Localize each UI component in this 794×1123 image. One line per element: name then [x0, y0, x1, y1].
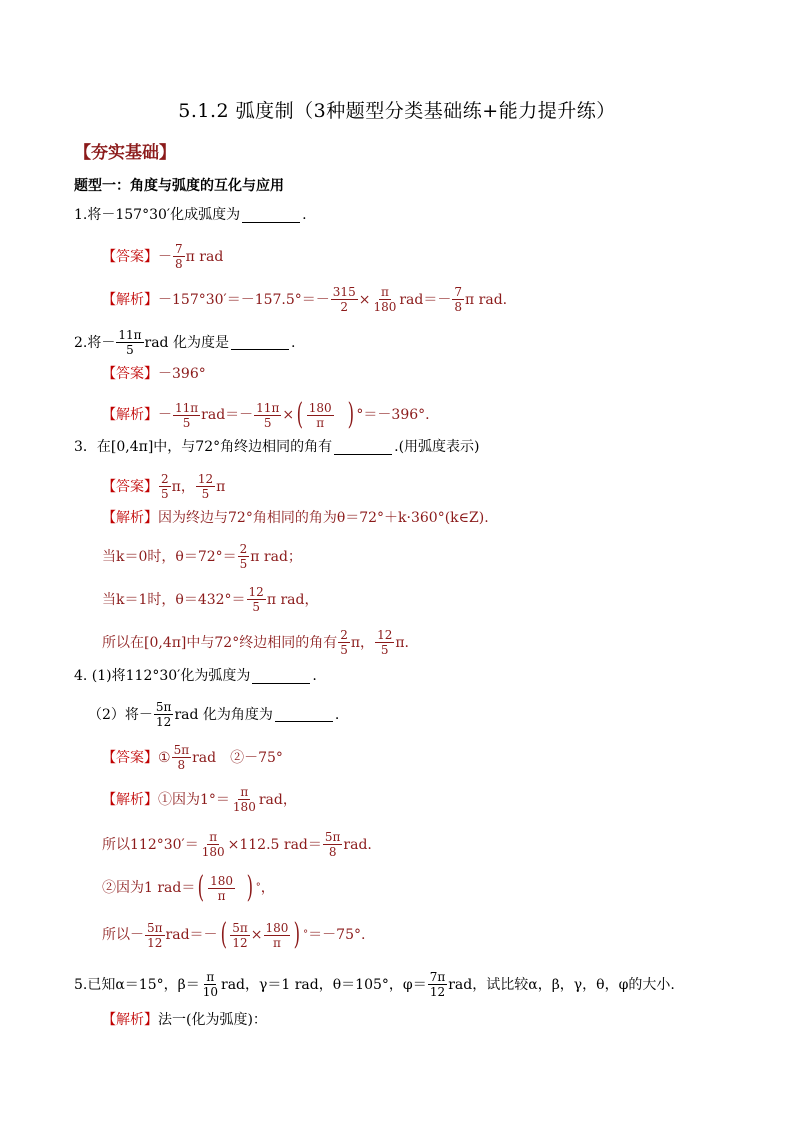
fraction: $\frac{12}{5}$ [197, 472, 214, 501]
fraction: $\frac{2}{5}$ [340, 628, 348, 657]
question-4-part-2: （2）将－ $\frac{5\pi}{12}$ rad 化为角度为 . [88, 700, 340, 729]
analysis-4-line-4: 所以－ $\frac{5\pi}{12}$ rad＝－ ( $\frac{5\pi}{12}$ × $\frac{180}{\pi}$ ) ° ＝－75°. [102, 917, 366, 952]
fraction: $\frac{5\pi}{12}$ [147, 920, 163, 950]
section-heading: 【夯实基础】 [74, 143, 176, 163]
fraction: $\frac{11\pi}{5}$ [118, 328, 142, 357]
answer-blank [242, 208, 300, 223]
answer-blank [252, 669, 310, 684]
fraction: $\frac{11\pi}{5}$ [256, 400, 280, 430]
question-2: 2.将－ $\frac{11\pi}{5}$ rad 化为度是 . [74, 328, 296, 357]
analysis-4: 【解析】 ①因为1°＝ $\frac{\pi}{180}$ rad， [102, 785, 297, 814]
analysis-3-line-2: 当k＝0时，θ＝72°＝ $\frac{2}{5}$ π rad； [102, 542, 302, 571]
question-4: 4. (1)将112°30′化为弧度为 . [74, 668, 317, 684]
fraction: $\frac{\pi}{10}$ [202, 970, 219, 999]
answer-1: 【答案】 － $\frac{7}{8}$ π rad [102, 242, 224, 271]
answer-2: 【答案】 －396° [102, 366, 206, 382]
question-3: 3．在[0,4π]中，与72°角终边相同的角有 .(用弧度表示) [74, 439, 480, 455]
fraction: $\frac{7}{8}$ [175, 242, 183, 271]
fraction: $\frac{\pi}{180}$ [373, 285, 397, 314]
analysis-5: 【解析】 法一(化为弧度)： [102, 1012, 267, 1028]
fraction: $\frac{315}{2}$ [332, 285, 356, 314]
fraction: $\frac{5\pi}{8}$ [173, 743, 190, 772]
answer-blank [275, 707, 333, 722]
fraction: $\frac{\pi}{180}$ [201, 830, 225, 859]
analysis-1: 【解析】 －157°30′＝－157.5°＝－ $\frac{315}{2}$ × $\frac{\pi}{180}$ rad＝－ $\frac{7}{8}$ π rad. [102, 285, 508, 314]
fraction: $\frac{12}{5}$ [248, 585, 264, 614]
analysis-3-line-3: 当k＝1时，θ＝432°＝ $\frac{12}{5}$ π rad， [102, 585, 319, 614]
fraction: $\frac{2}{5}$ [239, 542, 248, 571]
question-type-heading: 题型一：角度与弧度的互化与应用 [74, 178, 284, 194]
fraction: $\frac{12}{5}$ [377, 628, 393, 657]
fraction: $\frac{\pi}{180}$ [232, 785, 256, 814]
answer-blank [334, 440, 392, 455]
analysis-2: 【解析】 － $\frac{11\pi}{5}$ rad＝－ $\frac{11\pi}{5}$ × ( $\frac{180}{\pi}$ ) °＝－396°. [102, 397, 430, 432]
answer-3: 【答案】 $\frac{2}{5}$ π， $\frac{12}{5}$ π [102, 472, 226, 501]
fraction: $\frac{5\pi}{12}$ [232, 920, 248, 950]
analysis-4-line-3: ②因为1 rad＝ ( $\frac{180}{\pi}$ ) ° ， [102, 870, 275, 905]
fraction: $\frac{5\pi}{8}$ [324, 830, 341, 859]
fraction: $\frac{180}{\pi}$ [265, 920, 289, 950]
fraction: $\frac{5\pi}{12}$ [155, 700, 172, 729]
page-title: 5.1.2 弧度制（3种题型分类基础练+能力提升练） [178, 100, 616, 122]
question-5: 5.已知α＝15°，β＝ $\frac{\pi}{10}$ rad，γ＝1 rad，θ＝105°，φ＝ $\frac{7\pi}{12}$ rad，试比较α，β，γ，θ，φ的大小. [74, 970, 675, 999]
fraction: $\frac{7\pi}{12}$ [429, 970, 446, 999]
analysis-3: 【解析】 因为终边与72°角相同的角为θ＝72°＋k·360°(k∈Z). [102, 510, 489, 526]
question-1: 1.将－157°30′化成弧度为 . [74, 207, 307, 223]
fraction: $\frac{7}{8}$ [454, 285, 462, 314]
fraction: $\frac{180}{\pi}$ [308, 400, 332, 430]
answer-4: 【答案】 ① $\frac{5\pi}{8}$ rad ②－75° [102, 743, 283, 772]
fraction: $\frac{180}{\pi}$ [210, 873, 233, 903]
analysis-4-line-2: 所以112°30′＝ $\frac{\pi}{180}$ ×112.5 rad＝ $\frac{5\pi}{8}$ rad. [102, 830, 372, 859]
fraction: $\frac{11\pi}{5}$ [175, 400, 199, 430]
fraction: $\frac{2}{5}$ [161, 472, 169, 501]
analysis-3-line-4: 所以在[0,4π]中与72°终边相同的角有 $\frac{2}{5}$ π， $\frac{12}{5}$ π. [102, 628, 409, 657]
answer-blank [231, 335, 289, 350]
